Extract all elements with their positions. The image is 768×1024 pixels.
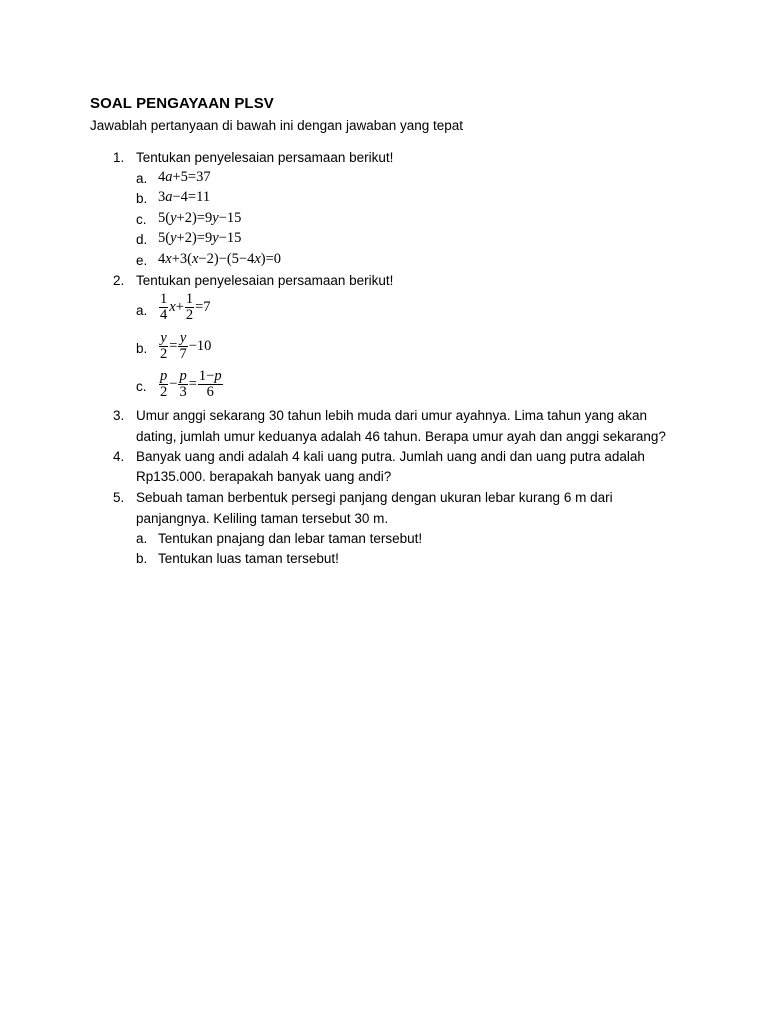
sub-item-label: b.	[136, 551, 148, 566]
question-text-line: Rp135.000. berapakah banyak uang andi?	[136, 469, 392, 484]
sub-item-text: Tentukan luas taman tersebut!	[158, 551, 339, 566]
sub-item-label: c.	[136, 379, 147, 394]
question-number: 5.	[113, 490, 125, 505]
sub-item-label: b.	[136, 191, 148, 206]
equation: 5(y+2)=9y−15	[158, 210, 242, 226]
sub-item-label: e.	[136, 253, 148, 268]
question-text-line: panjangnya. Keliling taman tersebut 30 m.	[136, 511, 389, 526]
equation: $\frac{y}{2}$ = $\frac{y}{7}$ −10	[160, 330, 212, 362]
question-number: 3.	[113, 408, 125, 423]
equation: 5(y+2)=9y−15	[158, 230, 242, 246]
question-text-line: dating, jumlah umur keduanya adalah 46 tahun. Berapa umur ayah dan anggi sekarang?	[136, 429, 666, 444]
sub-item-text: Tentukan pnajang dan lebar taman tersebut!	[158, 531, 423, 546]
equation: 4x+3(x−2)−(5−4x)=0	[158, 251, 282, 267]
question-text-line: Banyak uang andi adalah 4 kali uang putra. Jumlah uang andi dan uang putra adalah	[136, 449, 645, 464]
sub-item-label: a.	[136, 531, 148, 546]
question-number: 1.	[113, 150, 125, 165]
question-prompt: Tentukan penyelesaian persamaan berikut!	[136, 273, 394, 288]
document-instruction: Jawablah pertanyaan di bawah ini dengan jawaban yang tepat	[90, 118, 464, 133]
question-text-line: Sebuah taman berbentuk persegi panjang dengan ukuran lebar kurang 6 m dari	[136, 490, 613, 505]
document-title: SOAL PENGAYAAN PLSV	[90, 95, 274, 112]
equation: 3a−4=11	[158, 189, 211, 205]
question-text-line: Umur anggi sekarang 30 tahun lebih muda dari umur ayahnya. Lima tahun yang akan	[136, 408, 648, 423]
equation: $\frac{p}{2}$ − $\frac{p}{3}$ = $\frac{1-p}{6}$	[160, 368, 222, 400]
question-number: 4.	[113, 449, 125, 464]
sub-item-label: b.	[136, 341, 148, 356]
question-number: 2.	[113, 273, 125, 288]
equation: 4a+5=37	[158, 169, 211, 185]
equation: $\frac{1}{4}$ x+ $\frac{1}{2}$ =7	[160, 291, 211, 323]
sub-item-label: d.	[136, 232, 148, 247]
sub-item-label: a.	[136, 171, 148, 186]
sub-item-label: c.	[136, 212, 147, 227]
question-prompt: Tentukan penyelesaian persamaan berikut!	[136, 150, 394, 165]
sub-item-label: a.	[136, 303, 148, 318]
